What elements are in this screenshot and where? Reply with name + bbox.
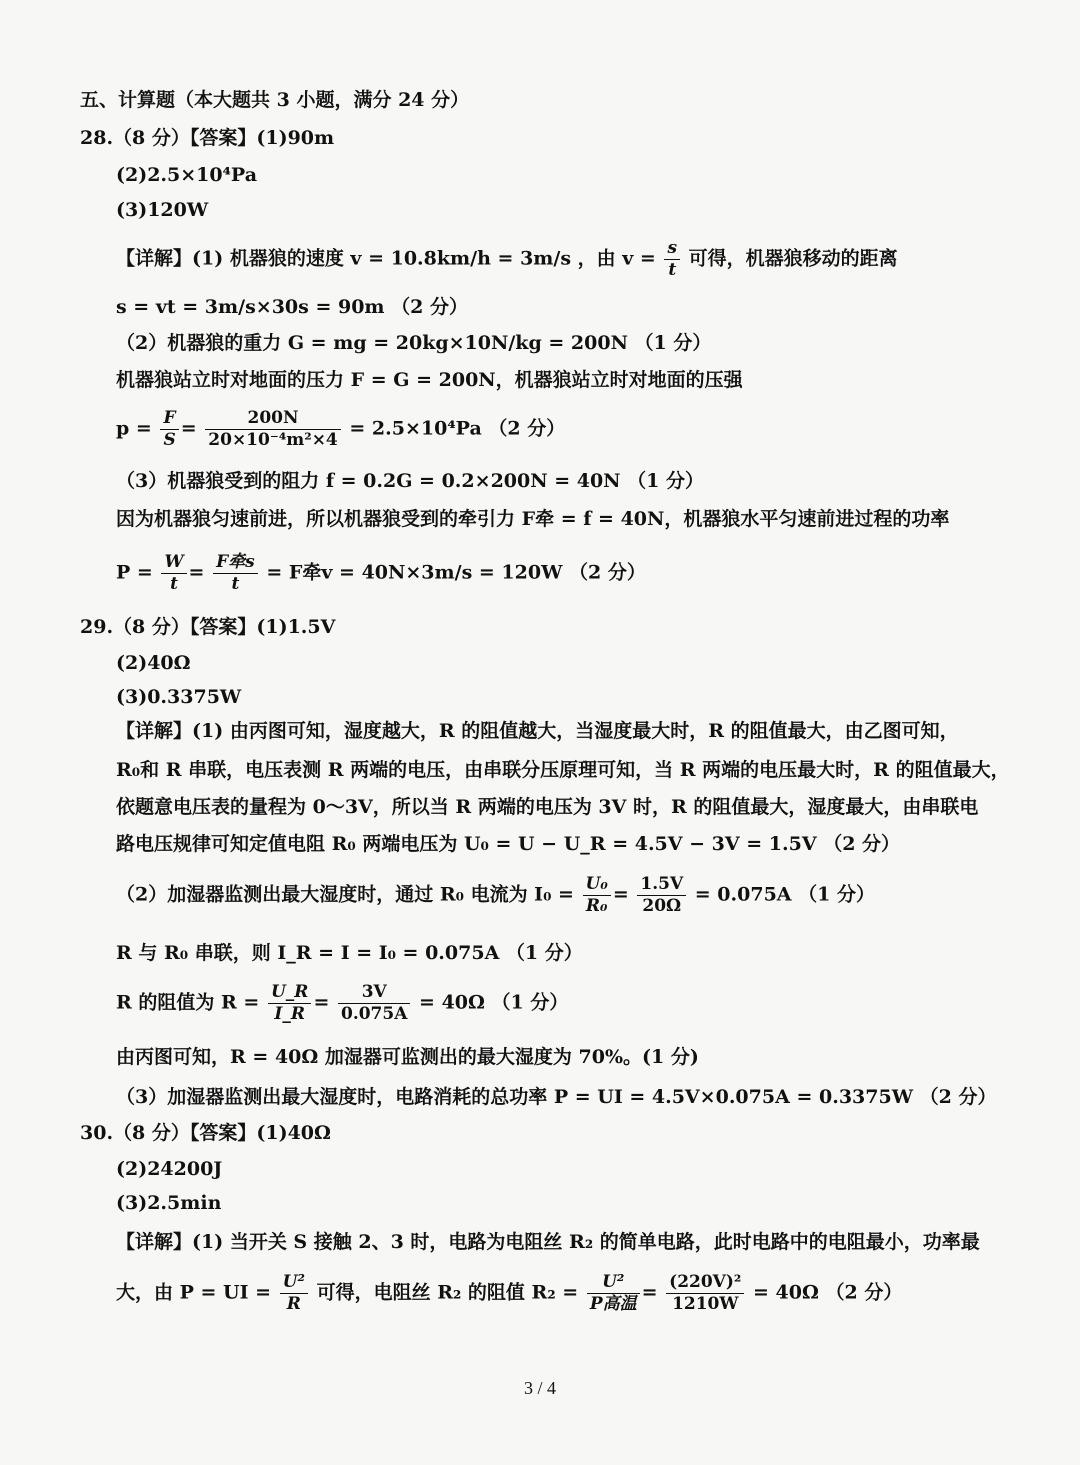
q28-detail-3b: 因为机器狼匀速前进，所以机器狼受到的牵引力 F牵 = f = 40N，机器狼水平匀速前进过程的功率 <box>116 508 950 530</box>
q29-detail-2a: （2）加湿器监测出最大湿度时，通过 R₀ 电流为 I₀ = $\frac{\text{U₀}}{\text{R₀}}$ = $\frac{1.5V}{20\Omega}$ = 0.075A （1 分） <box>116 874 875 916</box>
q28-detail-1a <box>116 238 898 281</box>
q28-d1a-tail: 可得，机器狼移动的距离 <box>688 247 898 270</box>
q29-answer-3: (3)0.3375W <box>116 686 242 708</box>
q28-detail-3a: （3）机器狼受到的阻力 f = 0.2G = 0.2×200N = 40N （1 分） <box>116 470 704 492</box>
q29-d2c-pre: R 的阻值为 R = <box>116 991 260 1014</box>
q28-d1a-fraction: $\frac{s}{t}$ <box>664 238 680 281</box>
q29-detail-1a: 【详解】(1) 由丙图可知，湿度越大，R 的阻值越大，当湿度最大时，R 的阻值最大，由乙图可知， <box>116 720 959 742</box>
q30-d1b-mid: 可得，电阻丝 R₂ 的阻值 R₂ = <box>316 1281 579 1304</box>
q30-d1b-tail: = 40Ω （2 分） <box>753 1281 903 1304</box>
q29-d2a-frac2: $\frac{1.5V}{20\Omega}$ <box>637 874 686 917</box>
q29-detail-3: （3）加湿器监测出最大湿度时，电路消耗的总功率 P = UI = 4.5V×0.075A = 0.3375W （2 分） <box>116 1086 997 1108</box>
q30-answer-3: (3)2.5min <box>116 1192 222 1214</box>
q30-detail-1b: 大，由 P = UI = $\frac{\text{U²}}{R}$ 可得，电阻丝 R₂ 的阻值 R₂ = $\frac{\text{U²}}{\text{P高温}}$ = $\frac{\text{(220V)²}}{1210W}$ = 40Ω （2 分） <box>116 1272 903 1314</box>
q28-detail-2a: （2）机器狼的重力 G = mg = 20kg×10N/kg = 200N （1 分） <box>116 332 712 354</box>
q29-d2c-tail: = 40Ω （1 分） <box>419 991 569 1014</box>
q29-detail-2b: R 与 R₀ 串联，则 I_R = I = I₀ = 0.075A （1 分） <box>116 942 583 964</box>
q30-d1b-frac3: $\frac{\text{(220V)²}}{1210W}$ <box>666 1272 744 1315</box>
page-number: 3 / 4 <box>523 1378 556 1398</box>
q28-answer-2: (2)2.5×10⁴Pa <box>116 164 258 186</box>
q29-detail-1c: 依题意电压表的量程为 0～3V，所以当 R 两端的电压为 3V 时，R 的阻值最大，湿度最大，由串联电 <box>116 796 979 818</box>
q29-detail-2c: R 的阻值为 R = $\frac{U\_R}{I\_R}$ = $\frac{3V}{0.075A}$ = 40Ω （1 分） <box>116 982 569 1024</box>
q29-answer-header: 29.（8 分）【答案】(1)1.5V <box>80 616 336 638</box>
q28-d3c-pre: P = <box>116 561 153 584</box>
q28-d2c-frac1: $\frac{F}{S}$ <box>160 408 178 451</box>
q29-detail-2d: 由丙图可知，R = 40Ω 加湿器可监测出的最大湿度为 70%。(1 分) <box>116 1046 699 1068</box>
q29-d2a-frac1: $\frac{\text{U₀}}{\text{R₀}}$ <box>583 874 611 917</box>
q29-detail-1d: 路电压规律可知定值电阻 R₀ 两端电压为 U₀ = U − U_R = 4.5V − 3V = 1.5V （2 分） <box>116 833 901 855</box>
q28-d2c-tail: = 2.5×10⁴Pa （2 分） <box>349 417 566 440</box>
q28-answer-header: 28.（8 分）【答案】(1)90m <box>80 127 335 149</box>
q29-d2c-frac1: $\frac{U\_R}{I\_R}$ <box>268 982 311 1025</box>
q29-d2c-frac2: $\frac{3V}{0.075A}$ <box>338 982 410 1025</box>
q28-d3c-frac2: $\frac{\text{F牵s}}{t}$ <box>213 552 258 595</box>
q28-d3c-tail: = F牵v = 40N×3m/s = 120W （2 分） <box>266 561 646 584</box>
section-heading: 五、计算题（本大题共 3 小题，满分 24 分） <box>80 89 470 111</box>
q28-detail-1b: s = vt = 3m/s×30s = 90m （2 分） <box>116 296 468 318</box>
q30-d1b-frac1: $\frac{\text{U²}}{R}$ <box>280 1272 308 1315</box>
q29-detail-1b: R₀和 R 串联，电压表测 R 两端的电压，由串联分压原理可知，当 R 两端的电压最大时，R 的阻值最大， <box>116 759 1010 781</box>
q28-answer-3: (3)120W <box>116 199 209 221</box>
q28-detail-2b: 机器狼站立时对地面的压力 F = G = 200N，机器狼站立时对地面的压强 <box>116 369 743 391</box>
q28-d2c-frac2: $\frac{200N}{\text{20×10⁻⁴m²×4}}$ <box>205 408 340 451</box>
q28-d1a-text: 【详解】(1) 机器狼的速度 v = 10.8km/h = 3m/s ，由 v = <box>116 247 656 270</box>
q28-detail-3c: P = $\frac{W}{t}$ = $\frac{\text{F牵s}}{t}$ = F牵v = 40N×3m/s = 120W （2 分） <box>116 552 646 594</box>
q30-answer-header: 30.（8 分）【答案】(1)40Ω <box>80 1122 331 1144</box>
q30-answer-2: (2)24200J <box>116 1158 223 1180</box>
q28-d3c-frac1: $\frac{W}{t}$ <box>161 552 186 595</box>
q30-d1b-pre: 大，由 P = UI = <box>116 1281 272 1304</box>
q30-d1b-frac2: $\frac{\text{U²}}{\text{P高温}}$ <box>587 1272 640 1315</box>
q28-d2c-pre: p = <box>116 417 152 440</box>
q29-d2a-pre: （2）加湿器监测出最大湿度时，通过 R₀ 电流为 I₀ = <box>116 883 574 906</box>
q30-detail-1a: 【详解】(1) 当开关 S 接触 2、3 时，电路为电阻丝 R₂ 的简单电路，此时电路中的电阻最小，功率最 <box>116 1231 980 1253</box>
q29-answer-2: (2)40Ω <box>116 652 191 674</box>
q29-d2a-tail: = 0.075A （1 分） <box>694 883 875 906</box>
q28-detail-2c: p = $\frac{F}{S}$ = $\frac{200N}{\text{20×10⁻⁴m²×4}}$ = 2.5×10⁴Pa （2 分） <box>116 408 566 450</box>
